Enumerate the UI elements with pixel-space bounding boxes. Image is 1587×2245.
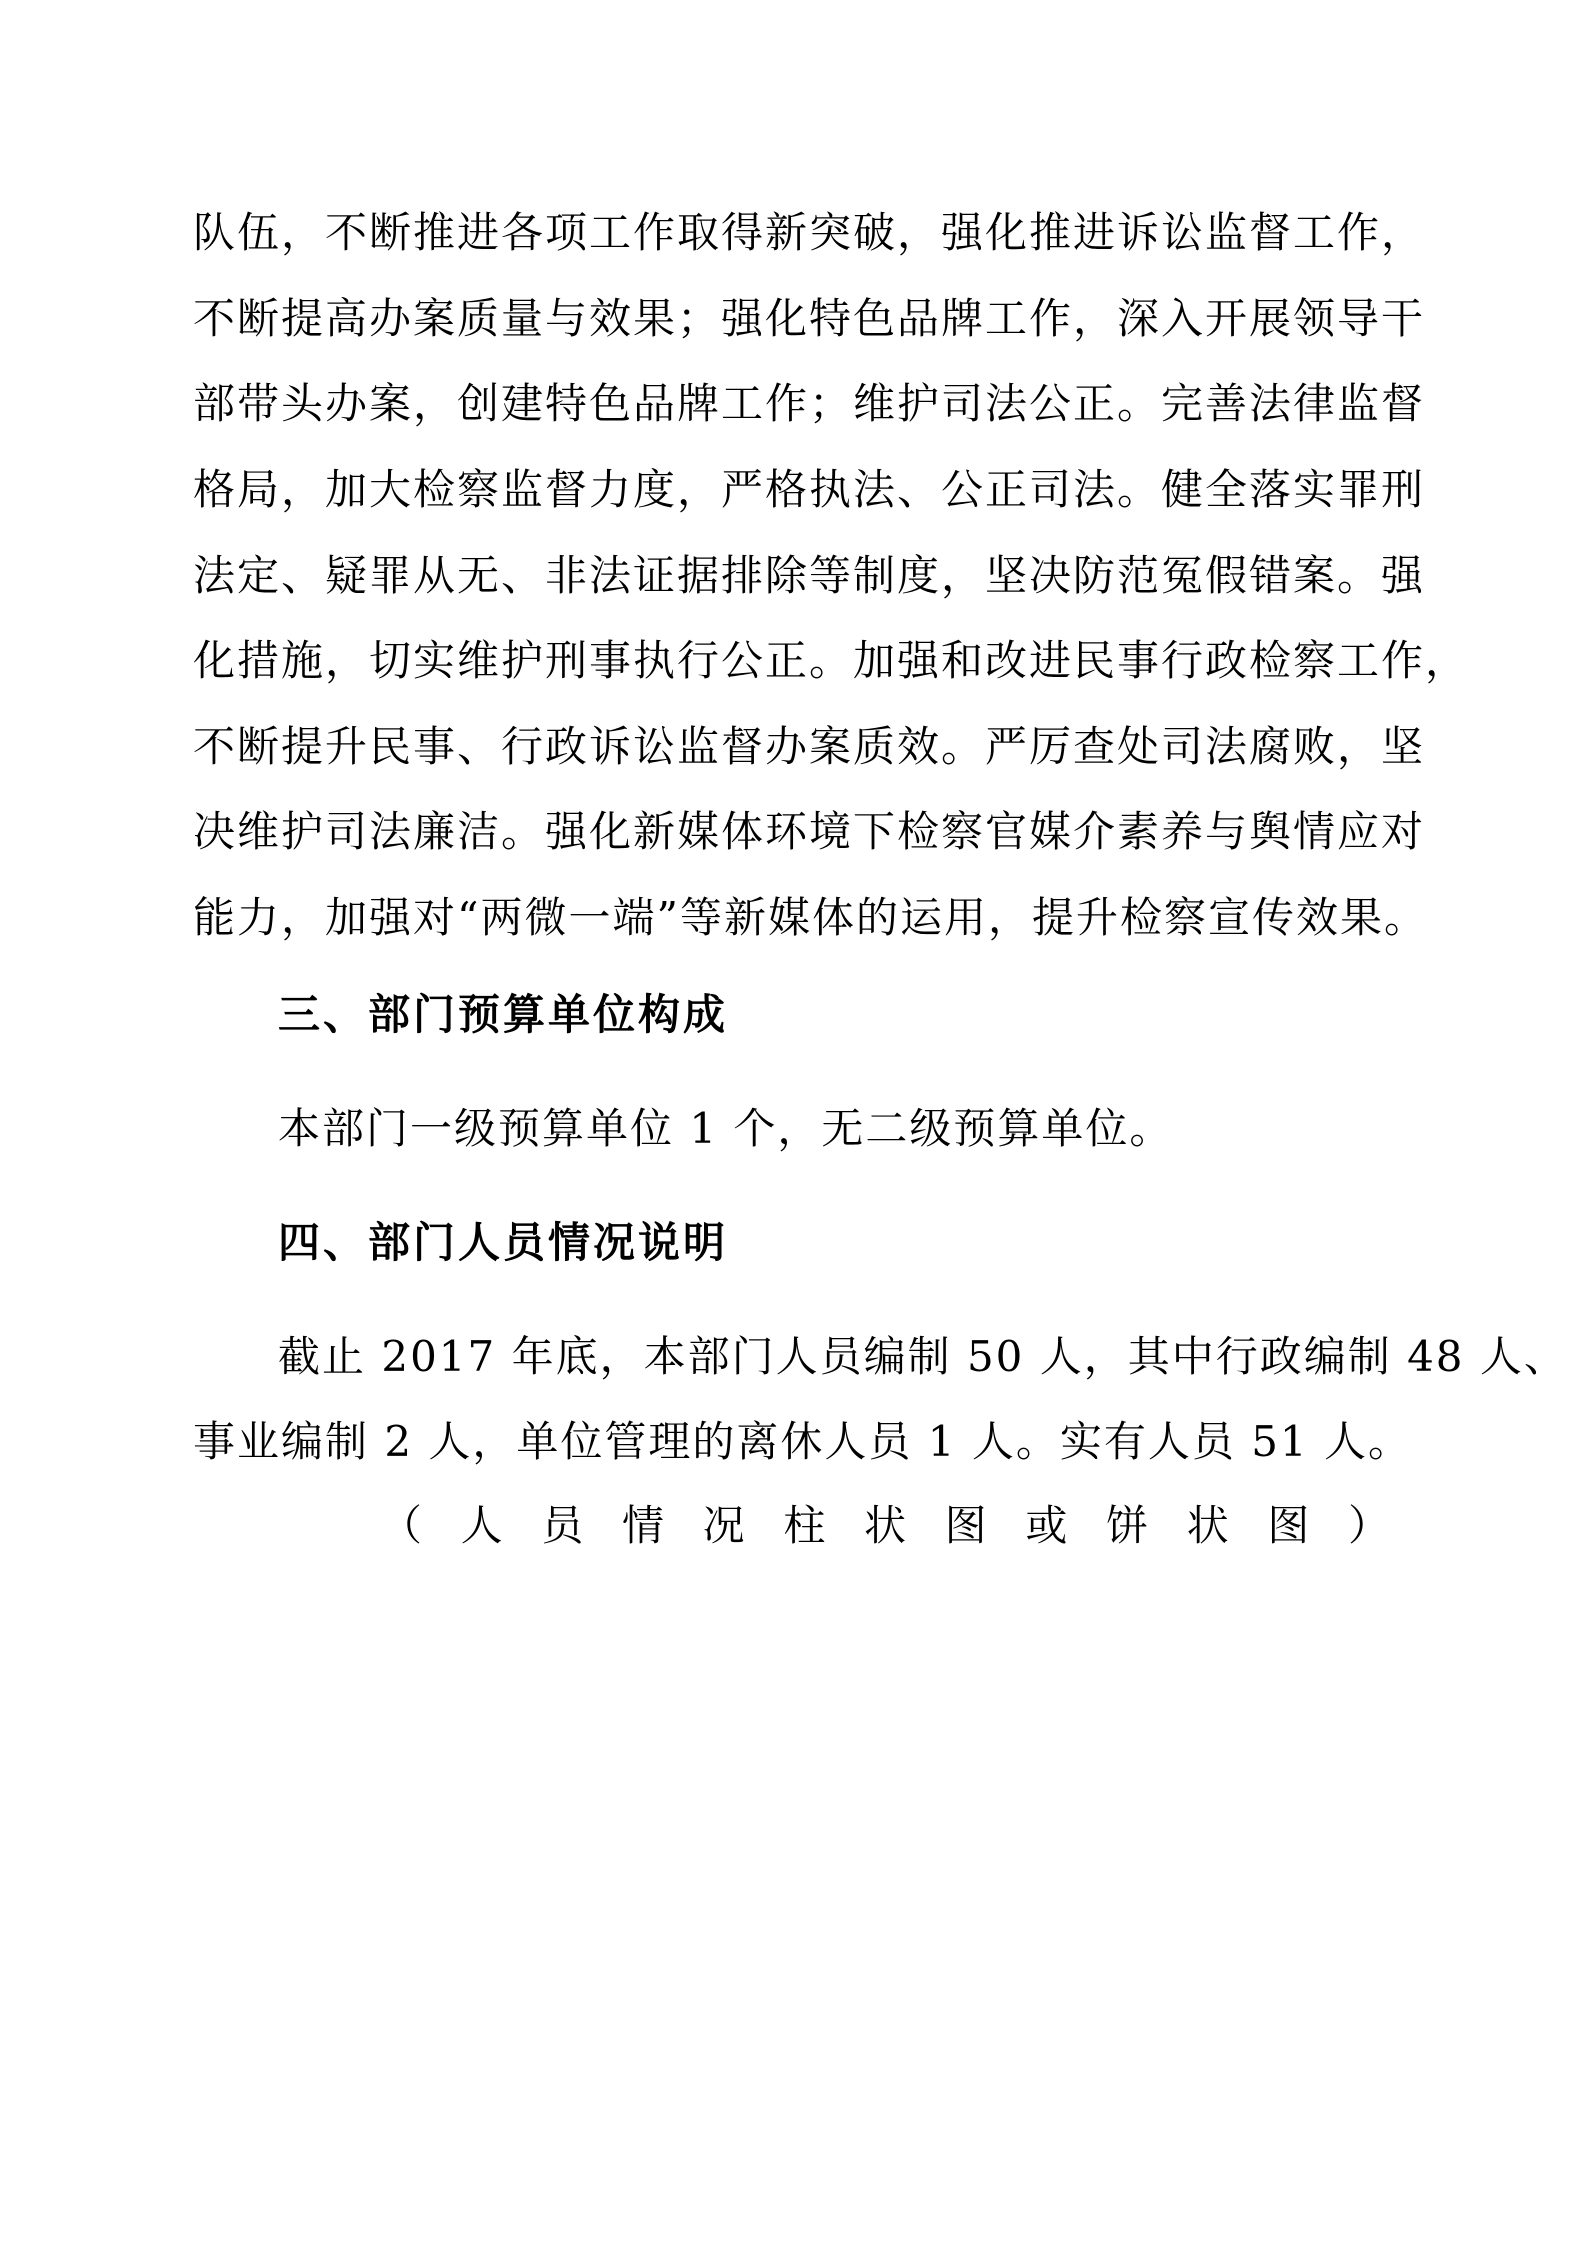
body-text-line: 法定、疑罪从无、非法证据排除等制度，坚决防范冤假错案。强 [193, 551, 1426, 600]
body-text-line: 不断提高办案质量与效果；强化特色品牌工作，深入开展领导干 [193, 294, 1426, 343]
staff-text-line: 事业编制 2 人，单位管理的离休人员 1 人。实有人员 51 人。 [193, 1417, 1412, 1466]
section-heading-budget-units: 三、部门预算单位构成 [278, 990, 729, 1039]
section-heading-staff: 四、部门人员情况说明 [278, 1218, 729, 1267]
body-text-line: 能力，加强对“两微一端”等新媒体的运用，提升检察宣传效果。 [193, 893, 1428, 942]
budget-units-text: 本部门一级预算单位 1 个，无二级预算单位。 [278, 1104, 1174, 1153]
body-text-line: 化措施，切实维护刑事执行公正。加强和改进民事行政检察工作， [193, 636, 1470, 685]
body-text-line: 决维护司法廉洁。强化新媒体环境下检察官媒介素养与舆情应对 [193, 807, 1426, 856]
body-text-line: 部带头办案，创建特色品牌工作；维护司法公正。完善法律监督 [193, 379, 1426, 428]
body-text-line: 格局，加大检察监督力度，严格执法、公正司法。健全落实罪刑 [193, 465, 1426, 514]
staff-text-line: 截止 2017 年底，本部门人员编制 50 人，其中行政编制 48 人、 [278, 1332, 1568, 1381]
chart-placeholder-note: （ 人 员 情 况 柱 状 图 或 饼 状 图 ） [380, 1501, 1390, 1550]
body-text-line: 不断提升民事、行政诉讼监督办案质效。严厉查处司法腐败，坚 [193, 722, 1426, 771]
body-text-line: 队伍，不断推进各项工作取得新突破，强化推进诉讼监督工作， [193, 208, 1426, 257]
